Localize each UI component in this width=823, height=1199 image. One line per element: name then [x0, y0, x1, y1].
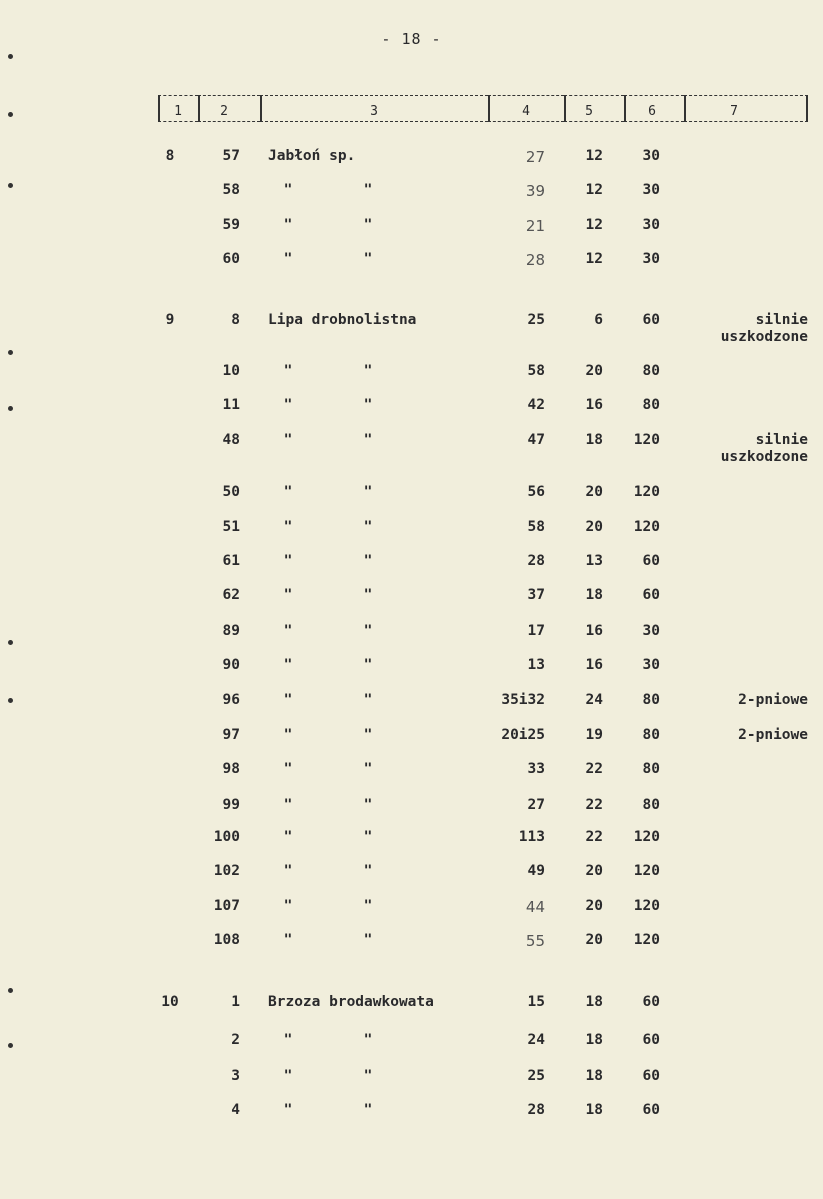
ditto-mark: " — [283, 898, 293, 914]
height-cell: 22 — [585, 829, 603, 845]
ditto-mark: " — [363, 863, 373, 879]
tree-number: 50 — [222, 484, 240, 500]
age-cell: 120 — [633, 829, 660, 845]
binder-mark — [8, 112, 13, 117]
ditto-mark: " — [363, 251, 373, 267]
circumference-cell: 39 — [525, 182, 545, 200]
tree-number: 98 — [222, 761, 240, 777]
ditto-mark: " — [363, 553, 373, 569]
ditto-mark: " — [283, 932, 293, 948]
ditto-mark: " — [363, 623, 373, 639]
age-cell: 80 — [642, 797, 660, 813]
header-col-2: 2 — [220, 104, 228, 119]
circumference-cell: 20i25 — [501, 727, 545, 743]
height-cell: 12 — [585, 182, 603, 198]
height-cell: 12 — [585, 251, 603, 267]
tree-number: 97 — [222, 727, 240, 743]
circumference-cell: 44 — [525, 898, 545, 916]
age-cell: 30 — [642, 182, 660, 198]
page-number: - 18 - — [381, 30, 442, 48]
header-col-7: 7 — [730, 104, 738, 119]
tree-number: 4 — [231, 1102, 240, 1118]
circumference-cell: 28 — [527, 1102, 545, 1118]
circumference-cell: 25 — [527, 312, 545, 328]
tree-number: 51 — [222, 519, 240, 535]
ditto-mark: " — [283, 251, 293, 267]
ditto-mark: " — [283, 182, 293, 198]
circumference-cell: 15 — [527, 994, 545, 1010]
ditto-mark: " — [363, 1032, 373, 1048]
circumference-cell: 28 — [527, 553, 545, 569]
tree-number: 57 — [222, 148, 240, 164]
height-cell: 20 — [585, 519, 603, 535]
tree-number: 89 — [222, 623, 240, 639]
ditto-mark: " — [283, 363, 293, 379]
height-cell: 18 — [585, 994, 603, 1010]
age-cell: 120 — [633, 932, 660, 948]
circumference-cell: 24 — [527, 1032, 545, 1048]
age-cell: 120 — [633, 519, 660, 535]
tree-number: 61 — [222, 553, 240, 569]
group-number: 9 — [165, 312, 175, 328]
circumference-cell: 21 — [525, 217, 545, 235]
circumference-cell: 42 — [527, 397, 545, 413]
age-cell: 80 — [642, 363, 660, 379]
ditto-mark: " — [363, 432, 373, 448]
binder-mark — [8, 698, 13, 703]
circumference-cell: 28 — [525, 251, 545, 269]
height-cell: 18 — [585, 587, 603, 603]
age-cell: 60 — [642, 312, 660, 328]
height-cell: 18 — [585, 1032, 603, 1048]
height-cell: 20 — [585, 484, 603, 500]
ditto-mark: " — [363, 829, 373, 845]
age-cell: 60 — [642, 1032, 660, 1048]
ditto-mark: " — [363, 484, 373, 500]
age-cell: 60 — [642, 587, 660, 603]
tree-number: 3 — [231, 1068, 240, 1084]
tree-number: 108 — [213, 932, 240, 948]
height-cell: 18 — [585, 1102, 603, 1118]
tree-number: 10 — [222, 363, 240, 379]
circumference-cell: 47 — [527, 432, 545, 448]
binder-mark — [8, 54, 13, 59]
age-cell: 120 — [633, 484, 660, 500]
height-cell: 16 — [585, 657, 603, 673]
ditto-mark: " — [283, 1068, 293, 1084]
height-cell: 20 — [585, 863, 603, 879]
binder-mark — [8, 1043, 13, 1048]
circumference-cell: 33 — [527, 761, 545, 777]
height-cell: 20 — [585, 363, 603, 379]
ditto-mark: " — [363, 898, 373, 914]
ditto-mark: " — [363, 397, 373, 413]
species-name: Lipa drobnolistna — [268, 312, 417, 328]
age-cell: 80 — [642, 761, 660, 777]
ditto-mark: " — [363, 761, 373, 777]
age-cell: 60 — [642, 994, 660, 1010]
circumference-cell: 27 — [527, 797, 545, 813]
tree-number: 58 — [222, 182, 240, 198]
height-cell: 20 — [585, 898, 603, 914]
binder-mark — [8, 640, 13, 645]
age-cell: 120 — [633, 432, 660, 448]
remarks-cell: silnie uszkodzone — [720, 312, 808, 345]
circumference-cell: 35i32 — [501, 692, 545, 708]
binder-mark — [8, 183, 13, 188]
binder-mark — [8, 406, 13, 411]
tree-number: 90 — [222, 657, 240, 673]
ditto-mark: " — [363, 519, 373, 535]
ditto-mark: " — [283, 1032, 293, 1048]
height-cell: 12 — [585, 217, 603, 233]
tree-number: 59 — [222, 217, 240, 233]
height-cell: 22 — [585, 797, 603, 813]
age-cell: 120 — [633, 898, 660, 914]
height-cell: 18 — [585, 432, 603, 448]
header-col-1: 1 — [174, 104, 182, 119]
height-cell: 19 — [585, 727, 603, 743]
tree-number: 11 — [222, 397, 240, 413]
remarks-cell: silnie uszkodzone — [720, 432, 808, 465]
height-cell: 24 — [585, 692, 603, 708]
ditto-mark: " — [283, 1102, 293, 1118]
ditto-mark: " — [283, 727, 293, 743]
tree-number: 96 — [222, 692, 240, 708]
age-cell: 60 — [642, 553, 660, 569]
age-cell: 30 — [642, 217, 660, 233]
ditto-mark: " — [283, 519, 293, 535]
ditto-mark: " — [283, 863, 293, 879]
tree-number: 60 — [222, 251, 240, 267]
circumference-cell: 58 — [527, 363, 545, 379]
header-col-4: 4 — [522, 104, 530, 119]
age-cell: 60 — [642, 1102, 660, 1118]
remarks-cell: 2-pniowe — [738, 727, 808, 743]
height-cell: 18 — [585, 1068, 603, 1084]
ditto-mark: " — [283, 829, 293, 845]
header-col-6: 6 — [648, 104, 656, 119]
ditto-mark: " — [363, 797, 373, 813]
remarks-cell: 2-pniowe — [738, 692, 808, 708]
ditto-mark: " — [283, 692, 293, 708]
height-cell: 12 — [585, 148, 603, 164]
circumference-cell: 25 — [527, 1068, 545, 1084]
age-cell: 80 — [642, 397, 660, 413]
ditto-mark: " — [363, 727, 373, 743]
binder-mark — [8, 988, 13, 993]
age-cell: 60 — [642, 1068, 660, 1084]
circumference-cell: 58 — [527, 519, 545, 535]
group-number: 10 — [161, 994, 179, 1010]
age-cell: 80 — [642, 692, 660, 708]
group-number: 8 — [165, 148, 175, 164]
circumference-cell: 56 — [527, 484, 545, 500]
species-name: Jabłoń sp. — [268, 148, 356, 164]
ditto-mark: " — [363, 182, 373, 198]
circumference-cell: 113 — [518, 829, 545, 845]
tree-number: 62 — [222, 587, 240, 603]
height-cell: 16 — [585, 623, 603, 639]
ditto-mark: " — [283, 623, 293, 639]
ditto-mark: " — [363, 363, 373, 379]
height-cell: 16 — [585, 397, 603, 413]
ditto-mark: " — [363, 1102, 373, 1118]
circumference-cell: 37 — [527, 587, 545, 603]
binder-mark — [8, 350, 13, 355]
ditto-mark: " — [283, 397, 293, 413]
circumference-cell: 55 — [525, 932, 545, 950]
age-cell: 30 — [642, 251, 660, 267]
height-cell: 6 — [594, 312, 603, 328]
age-cell: 30 — [642, 623, 660, 639]
height-cell: 13 — [585, 553, 603, 569]
tree-number: 8 — [231, 312, 240, 328]
ditto-mark: " — [363, 1068, 373, 1084]
age-cell: 30 — [642, 657, 660, 673]
ditto-mark: " — [283, 484, 293, 500]
age-cell: 30 — [642, 148, 660, 164]
circumference-cell: 49 — [527, 863, 545, 879]
ditto-mark: " — [283, 553, 293, 569]
age-cell: 80 — [642, 727, 660, 743]
circumference-cell: 17 — [527, 623, 545, 639]
ditto-mark: " — [363, 587, 373, 603]
ditto-mark: " — [363, 657, 373, 673]
ditto-mark: " — [283, 657, 293, 673]
header-col-3: 3 — [370, 104, 378, 119]
ditto-mark: " — [363, 217, 373, 233]
ditto-mark: " — [283, 797, 293, 813]
tree-number: 2 — [231, 1032, 240, 1048]
ditto-mark: " — [283, 217, 293, 233]
circumference-cell: 27 — [525, 148, 545, 166]
age-cell: 120 — [633, 863, 660, 879]
circumference-cell: 13 — [527, 657, 545, 673]
tree-number: 102 — [213, 863, 240, 879]
ditto-mark: " — [283, 432, 293, 448]
ditto-mark: " — [283, 587, 293, 603]
height-cell: 20 — [585, 932, 603, 948]
species-name: Brzoza brodawkowata — [268, 994, 434, 1010]
tree-number: 107 — [213, 898, 240, 914]
tree-number: 48 — [222, 432, 240, 448]
tree-number: 100 — [213, 829, 240, 845]
header-col-5: 5 — [585, 104, 593, 119]
height-cell: 22 — [585, 761, 603, 777]
ditto-mark: " — [363, 932, 373, 948]
ditto-mark: " — [283, 761, 293, 777]
ditto-mark: " — [363, 692, 373, 708]
tree-number: 1 — [231, 994, 240, 1010]
tree-number: 99 — [222, 797, 240, 813]
